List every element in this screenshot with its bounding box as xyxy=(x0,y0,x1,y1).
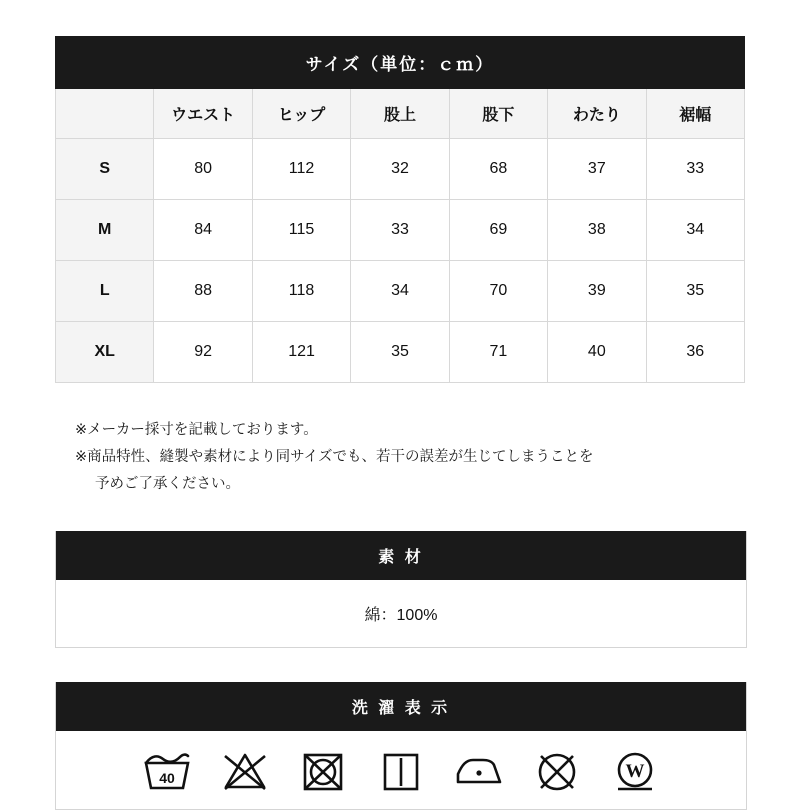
wet-clean-icon xyxy=(609,745,661,797)
material-section xyxy=(55,531,747,648)
no-dry-clean-icon xyxy=(531,745,583,797)
cell-xl-rise: 35 xyxy=(351,322,449,383)
cell-s-hem: 33 xyxy=(646,139,744,200)
wash-temperature-label: 40 xyxy=(159,770,175,787)
cell-s-waist: 80 xyxy=(154,139,252,200)
size-table-title-row xyxy=(56,37,745,89)
note-line-2: ※商品特性、縫製や素材により同サイズでも、若干の誤差が生じてしまうことを xyxy=(75,448,594,465)
cell-m-rise: 33 xyxy=(351,200,449,261)
cell-xl-waist: 92 xyxy=(154,322,252,383)
material-section-value: 綿：100% xyxy=(56,580,746,647)
wet-clean-label: W xyxy=(625,761,645,783)
cell-l-hip: 118 xyxy=(252,261,350,322)
column-header-inseam: 股下 xyxy=(449,89,547,139)
care-icon-row-wrapper xyxy=(56,731,746,809)
cell-xl-hip: 121 xyxy=(252,322,350,383)
cell-m-thigh: 38 xyxy=(548,200,646,261)
care-icon-row xyxy=(56,745,746,797)
care-section xyxy=(55,682,747,810)
cell-l-inseam: 70 xyxy=(449,261,547,322)
size-table xyxy=(55,36,745,383)
table-row xyxy=(56,261,745,322)
size-table-corner-cell xyxy=(56,89,154,139)
cell-l-thigh: 39 xyxy=(548,261,646,322)
table-row xyxy=(56,200,745,261)
column-header-hem: 裾幅 xyxy=(646,89,744,139)
cell-l-rise: 34 xyxy=(351,261,449,322)
cell-s-hip: 112 xyxy=(252,139,350,200)
size-table-title: サイズ（単位：ｃｍ） xyxy=(56,37,745,89)
row-label-l: L xyxy=(56,261,154,322)
column-header-waist: ウエスト xyxy=(154,89,252,139)
cell-xl-inseam: 71 xyxy=(449,322,547,383)
no-tumble-dry-icon xyxy=(297,745,349,797)
cell-xl-hem: 36 xyxy=(646,322,744,383)
cell-m-hem: 34 xyxy=(646,200,744,261)
table-row xyxy=(56,139,745,200)
row-label-xl: XL xyxy=(56,322,154,383)
cell-l-waist: 88 xyxy=(154,261,252,322)
material-section-title: 素 材 xyxy=(56,531,746,580)
cell-m-hip: 115 xyxy=(252,200,350,261)
size-table-header-row xyxy=(56,89,745,139)
row-label-m: M xyxy=(56,200,154,261)
notes-block xyxy=(75,417,745,497)
cell-s-rise: 32 xyxy=(351,139,449,200)
note-line-3: 予めご了承ください。 xyxy=(95,475,240,492)
cell-l-hem: 35 xyxy=(646,261,744,322)
column-header-hip: ヒップ xyxy=(252,89,350,139)
iron-low-icon xyxy=(453,745,505,797)
cell-s-thigh: 37 xyxy=(548,139,646,200)
table-row xyxy=(56,322,745,383)
cell-m-waist: 84 xyxy=(154,200,252,261)
column-header-thigh: わたり xyxy=(548,89,646,139)
drip-dry-vertical-icon xyxy=(375,745,427,797)
note-line-1: ※メーカー採寸を記載しております。 xyxy=(75,422,318,438)
wash-40-icon xyxy=(141,745,193,797)
care-section-title: 洗 濯 表 示 xyxy=(56,682,746,731)
column-header-rise: 股上 xyxy=(351,89,449,139)
no-bleach-icon xyxy=(219,745,271,797)
row-label-s: S xyxy=(56,139,154,200)
cell-m-inseam: 69 xyxy=(449,200,547,261)
cell-s-inseam: 68 xyxy=(449,139,547,200)
cell-xl-thigh: 40 xyxy=(548,322,646,383)
